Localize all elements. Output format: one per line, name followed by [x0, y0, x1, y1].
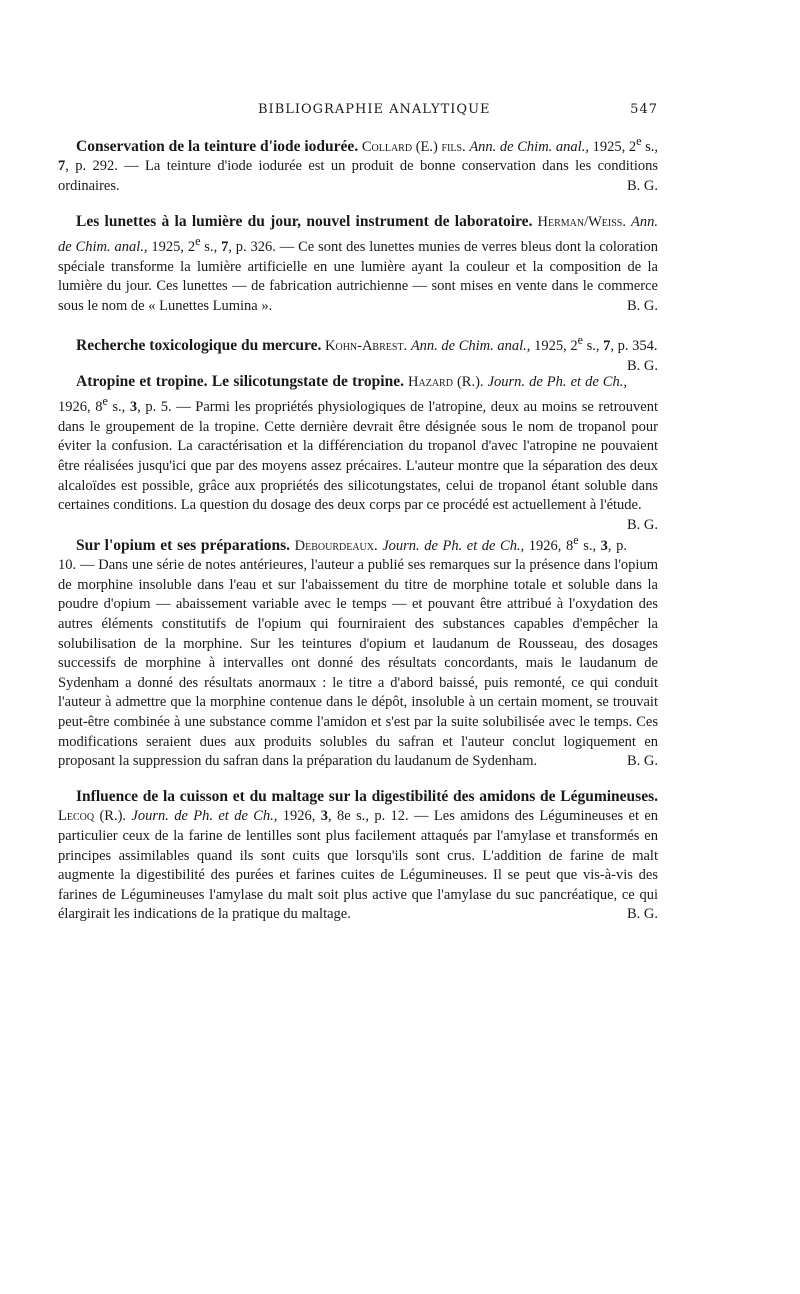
entry-journal: Ann. de Chim. anal., [58, 213, 659, 256]
entry-series: s., [200, 239, 222, 256]
entry-author: Hazard (R.). [408, 373, 484, 390]
entry-signature: B. G. [626, 178, 658, 195]
entry-year: 1926, 8 [58, 399, 103, 416]
bibliography-entry [58, 531, 658, 772]
entry-title: Conservation de la teinture d'iode iodurée. [76, 137, 359, 155]
entry-series: s., [582, 338, 604, 355]
entry-series: s., [578, 537, 601, 554]
entry-body: , p. 5. — Parmi les propriétés physiologiques de l'atropine, deux au moins se retrouvent dans le groupement de la tropine. Cette dernière devrait être désignée sous le nom de tropanol pour éviter la confusion. La caractérisation et la différenciation du tropanol d'avec l'atropine ne pouvaient être réalisées jusqu'ici que par des moyens assez précaires. L'auteur montre que la séparation des deux alcaloïdes est possible, grâce aux propriétés des silicotungstates, celui de tropanol étant soluble dans certaines conditions. La question du dosage des deux corps par ce procédé est actuellement à l'étude. [58, 399, 658, 514]
entry-year: 1925, 2 [147, 239, 196, 256]
entry-volume: 7 [603, 338, 611, 355]
entry-series-sup: e [195, 234, 201, 249]
running-head [58, 102, 658, 124]
entry-title: Les lunettes à la lumière du jour, nouvel instrument de laboratoire. [76, 212, 533, 230]
bibliography-entry [58, 787, 658, 925]
entry-volume: 3 [320, 808, 329, 825]
entry-title: Sur l'opium et ses préparations. [76, 536, 291, 554]
entry-signature: B. G. [626, 516, 658, 533]
entry-signature: B. G. [626, 906, 658, 923]
entry-series-sup: e [573, 532, 579, 547]
entry-body: , p. 10. — Dans une série de notes antérieures, l'auteur a publié ses remarques sur la présence dans l'opium de morphine insoluble dans l'eau et sur l'abaissement du titre de morphine totale et soluble dans la poudre d'opium — abaissement variable avec le temps — et pouvant être attribué à l'oxydation des autres éléments constitutifs de l'opium qui fourniraient des substances capables d'empêcher la solubilisation de la morphine. Sur les teintures d'opium et laudanum de Rousseau, des dosages successifs de morphine à intervalles ont donné des résultats concordants, mais le laudanum de Sydenham a donné des résultats anormaux : le titre a d'abord baissé, puis remonté, ce qui conduit l'auteur à admettre que la morphine contenue dans le dépôt, insoluble à un certain moment, se trouvait peut-être combinée à une substance comme l'amidon et s'est par la suite solubilisée avec le temps. Ces modifications seraient dues aux produits solubles du safran et l'auteur conclut logiquement en proposant la suppression du safran dans la préparation du laudanum de Sydenham. [58, 537, 658, 770]
entry-signature: B. G. [626, 357, 658, 374]
entry-author: Collard (E.) fils. [361, 138, 466, 155]
entry-body: , p. 354. [610, 338, 658, 355]
entry-journal: Journ. de Ph. et de Ch., [131, 808, 278, 825]
entry-series-sup: e [636, 134, 642, 148]
entry-year: 1925, 2 [530, 338, 578, 355]
entry-body: , p. 292. — La teinture d'iode iodurée est un produit de bonne conservation dans les conditions ordinaires. [58, 158, 658, 195]
entry-author: Kohn-Abrest. [325, 338, 408, 355]
entry-series: s., [107, 399, 130, 416]
entry-journal: Journ. de Ph. et de Ch., [487, 373, 627, 390]
entry-body: , 8e s., p. 12. — Les amidons des Légumineuses et en particulier ceux de la farine de lentilles sont plus facilement attaqués par l'amylase et transformés en principes assimilables quand ils sont cuits que lorsqu'ils sont crus. L'addition de farine de malt augmente la digestibilité des purées et farines cuites de Légumineuses. Il se peut que vis-à-vis des farines de Légumineuses l'amylase du malt soit plus active que l'amylase du suc pancréatique, ce qui élargirait les indications de la pratique du maltage. [58, 808, 659, 923]
entry-title: Recherche toxicologique du mercure. [76, 337, 322, 355]
page-number: 547 [630, 102, 658, 117]
running-head-title: BIBLIOGRAPHIE ANALYTIQUE [258, 102, 491, 117]
entry-journal: Ann. de Chim. anal., [410, 338, 531, 355]
entry-journal: Ann. de Chim. anal., [469, 138, 589, 155]
entry-journal: Journ. de Ph. et de Ch., [382, 537, 525, 554]
entry-volume: 7 [58, 158, 66, 175]
bibliography-entry [58, 132, 658, 197]
entry-signature: B. G. [626, 297, 658, 314]
entry-author: Lecoq (R.). [58, 808, 127, 825]
entry-volume: 7 [221, 239, 229, 256]
entry-series: s., [641, 138, 659, 155]
entry-title: Influence de la cuisson et du maltage sur la digestibilité des amidons de Légumineuses. [76, 787, 658, 805]
entry-year: 1926, [277, 808, 321, 825]
entry-year: 1925, 2 [588, 138, 637, 155]
entry-series-sup: e [577, 333, 583, 348]
entry-volume: 3 [600, 537, 608, 554]
entry-body: , p. 326. — Ce sont des lunettes munies de verres bleus dont la coloration spéciale transforme la lumière artificielle en une lumière ayant la couleur et la composition de la lumière du jour. Ces lunettes — de fabrication autrichienne — sont mises en vente dans le commerce sous le nom de « Lunettes Lumina ». [58, 239, 659, 314]
entry-author: Herman/Weiss. [537, 213, 626, 230]
bibliography-entry [58, 331, 658, 374]
bibliography-entry [58, 212, 658, 317]
entry-year: 1926, 8 [524, 537, 574, 554]
entry-signature: B. G. [626, 753, 658, 770]
entry-author: Debourdeaux. [294, 537, 378, 554]
bibliography-entry [58, 372, 658, 533]
entry-title: Atropine et tropine. Le silicotungstate de tropine. [76, 372, 404, 390]
entry-series-sup: e [102, 394, 108, 409]
document-page [58, 102, 658, 940]
entry-volume: 3 [129, 399, 138, 416]
